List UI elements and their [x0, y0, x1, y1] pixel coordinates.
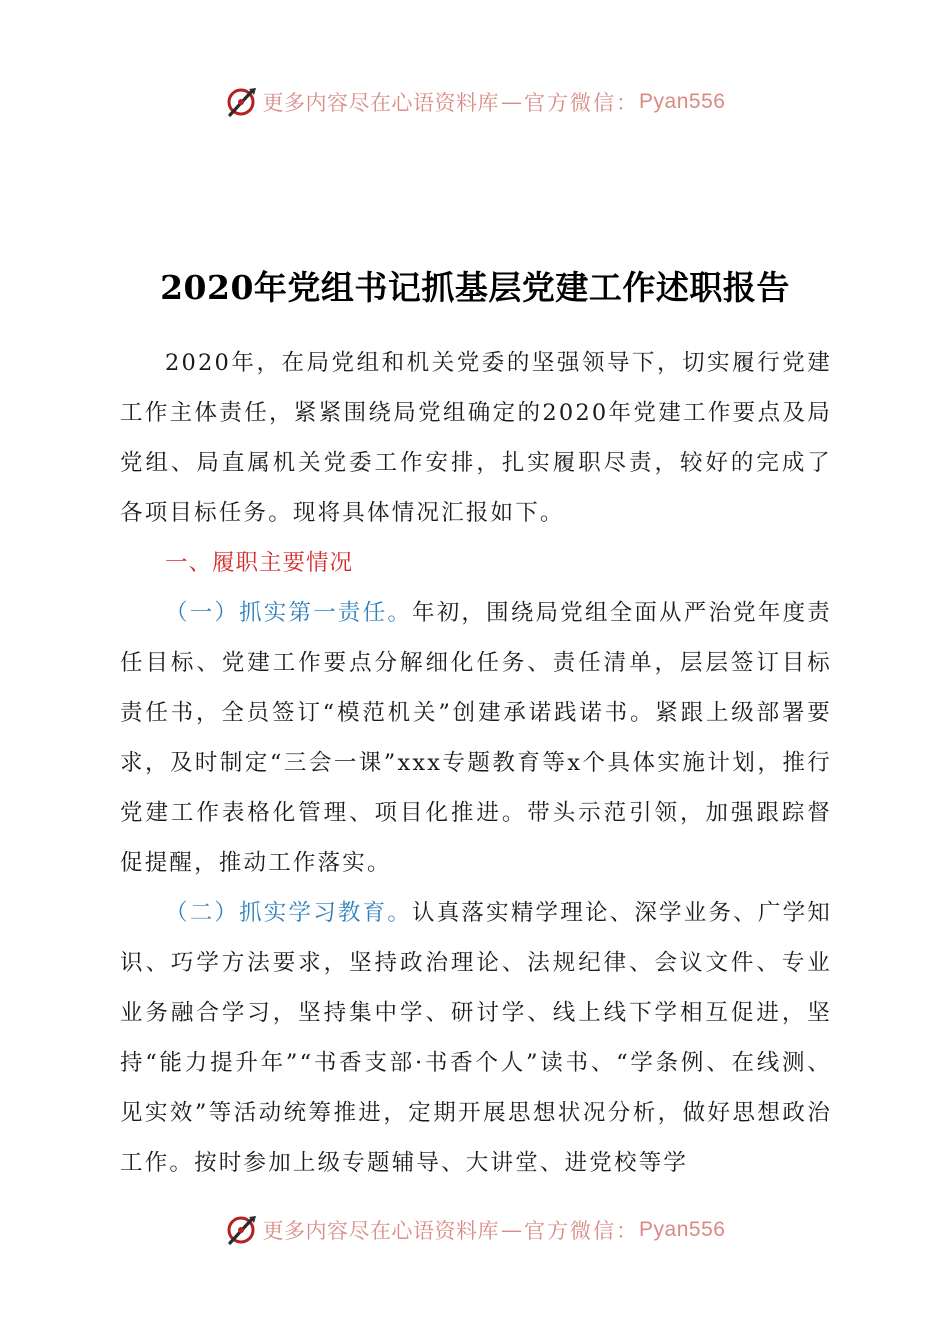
watermark-dash: —: [501, 1218, 523, 1242]
sub-heading-1: （一）抓实第一责任。: [165, 600, 413, 626]
watermark-wechat-id: Pyan556: [639, 90, 726, 113]
watermark-header: [0, 82, 950, 122]
pen-logo-icon: [225, 85, 259, 119]
item-body-1: 年初，围绕局党组全面从严治党年度责任目标、党建工作要点分解细化任务、责任清单，层层签订目标责任书，全员签订“模范机关”创建承诺践诺书。紧跟上级部署要求，及时制定“三会一课”xxx专题教育等x个具体实施计划，推行党建工作表格化管理、项目化推进。带头示范引领，加强跟踪督促提醒，推动工作落实。: [120, 600, 832, 876]
sub-heading-2: （二）抓实学习教育。: [165, 900, 413, 926]
pen-logo-icon: [225, 1213, 259, 1247]
intro-paragraph: 2020年，在局党组和机关党委的坚强领导下，切实履行党建工作主体责任，紧紧围绕局党组确定的2020年党建工作要点及局党组、局直属机关党委工作安排，扎实履职尽责，较好的完成了各项目标任务。现将具体情况汇报如下。: [120, 350, 832, 526]
item-paragraph-2: [120, 888, 832, 1188]
watermark-dash: —: [501, 90, 523, 114]
item-paragraph-1: [120, 588, 832, 888]
section-heading-1: [120, 538, 832, 588]
watermark-wechat-label: 官方微信：: [524, 91, 640, 115]
document-body: [120, 338, 832, 1188]
section-heading-text: 一、履职主要情况: [165, 550, 354, 576]
watermark-site-text: 更多内容尽在心语资料库: [262, 1219, 500, 1243]
document-title: 2020年党组书记抓基层党建工作述职报告: [160, 268, 790, 307]
watermark-footer: [0, 1210, 950, 1250]
watermark-site-text: 更多内容尽在心语资料库: [262, 91, 500, 115]
watermark-wechat-label: 官方微信：: [524, 1219, 640, 1243]
item-body-2: 认真落实精学理论、深学业务、广学知识、巧学方法要求，坚持政治理论、法规纪律、会议文件、专业业务融合学习，坚持集中学、研讨学、线上线下学相互促进，坚持“能力提升年”“书香支部·书香个人”读书、“学条例、在线测、见实效”等活动统筹推进，定期开展思想状况分析，做好思想政治工作。按时参加上级专题辅导、大讲堂、进党校等学: [120, 900, 832, 1176]
watermark-wechat-id: Pyan556: [639, 1218, 726, 1241]
